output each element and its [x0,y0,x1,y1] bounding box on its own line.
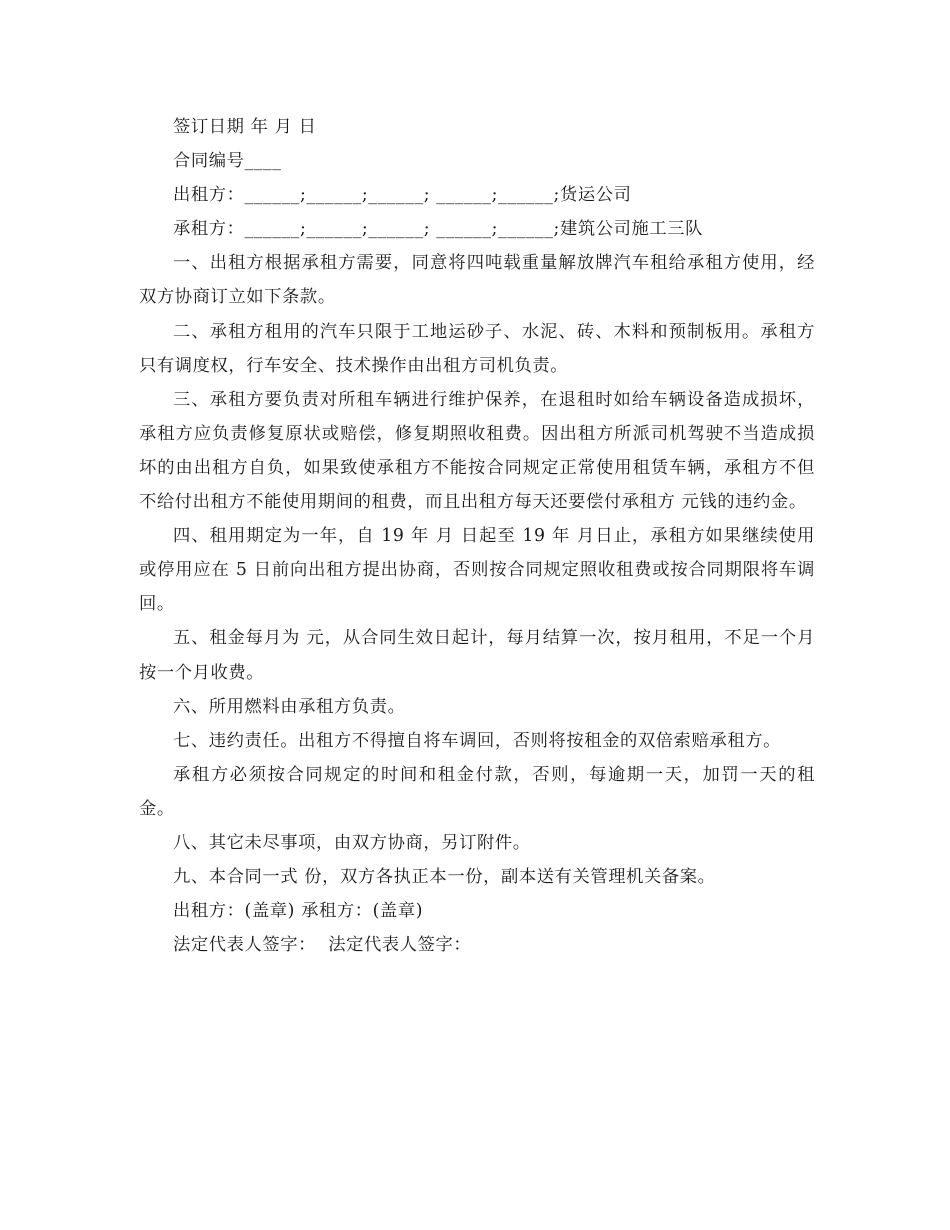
clause-8: 八、其它未尽事项，由双方协商，另订附件。 [173,832,531,853]
lessor-line: 出租方：______;______;______; ______;______;货运公司 [173,185,632,206]
representative-signature-line: 法定代表人签字： 法定代表人签字： [173,935,472,956]
clause-1: 一、出租方根据承租方需要，同意将四吨载重量解放牌汽车租给承租方使用，经双方协商订立如下条款。 [139,253,815,308]
clause-9: 九、本合同一式 份，双方各执正本一份，副本送有关管理机关备案。 [173,867,716,888]
clause-7: 七、违约责任。出租方不得擅自将车调回，否则将按租金的双倍索赔承租方。 [173,730,781,751]
clause-7-continued: 承租方必须按合同规定的时间和租金付款，否则，每逾期一天，加罚一天的租金。 [139,764,815,819]
clause-5: 五、租金每月为 元，从合同生效日起计，每月结算一次，按月租用，不足一个月按一个月收费。 [139,628,815,683]
seal-line: 出租方：(盖章) 承租方：(盖章) [173,901,424,922]
clause-4: 四、租用期定为一年，自 19 年 月 日起至 19 年 月日止，承租方如果继续使用或停用应在 5 日前向出租方提出协商，否则按合同规定照收租费或按合同期限将车调回。 [139,526,815,615]
clause-6: 六、所用燃料由承租方负责。 [173,696,406,717]
contract-document [139,110,815,962]
clause-2: 二、承租方租用的汽车只限于工地运砂子、水泥、砖、木料和预制板用。承租方只有调度权，行车安全、技术操作由出租方司机负责。 [139,321,815,376]
lessee-line: 承租方：______;______;______; ______;______;建筑公司施工三队 [173,219,703,240]
contract-number: 合同编号____ [173,151,282,172]
clause-3: 三、承租方要负责对所租车辆进行维护保养，在退租时如给车辆设备造成损坏，承租方应负责修复原状或赔偿，修复期照收租费。因出租方所派司机驾驶不当造成损坏的由出租方自负，如果致使承租方不能按合同规定正常使用租赁车辆，承租方不但不给付出租方不能使用期间的租费，而且出租方每天还要偿付承租方 元钱的违约金。 [139,389,815,513]
sign-date: 签订日期 年 月 日 [173,117,317,137]
